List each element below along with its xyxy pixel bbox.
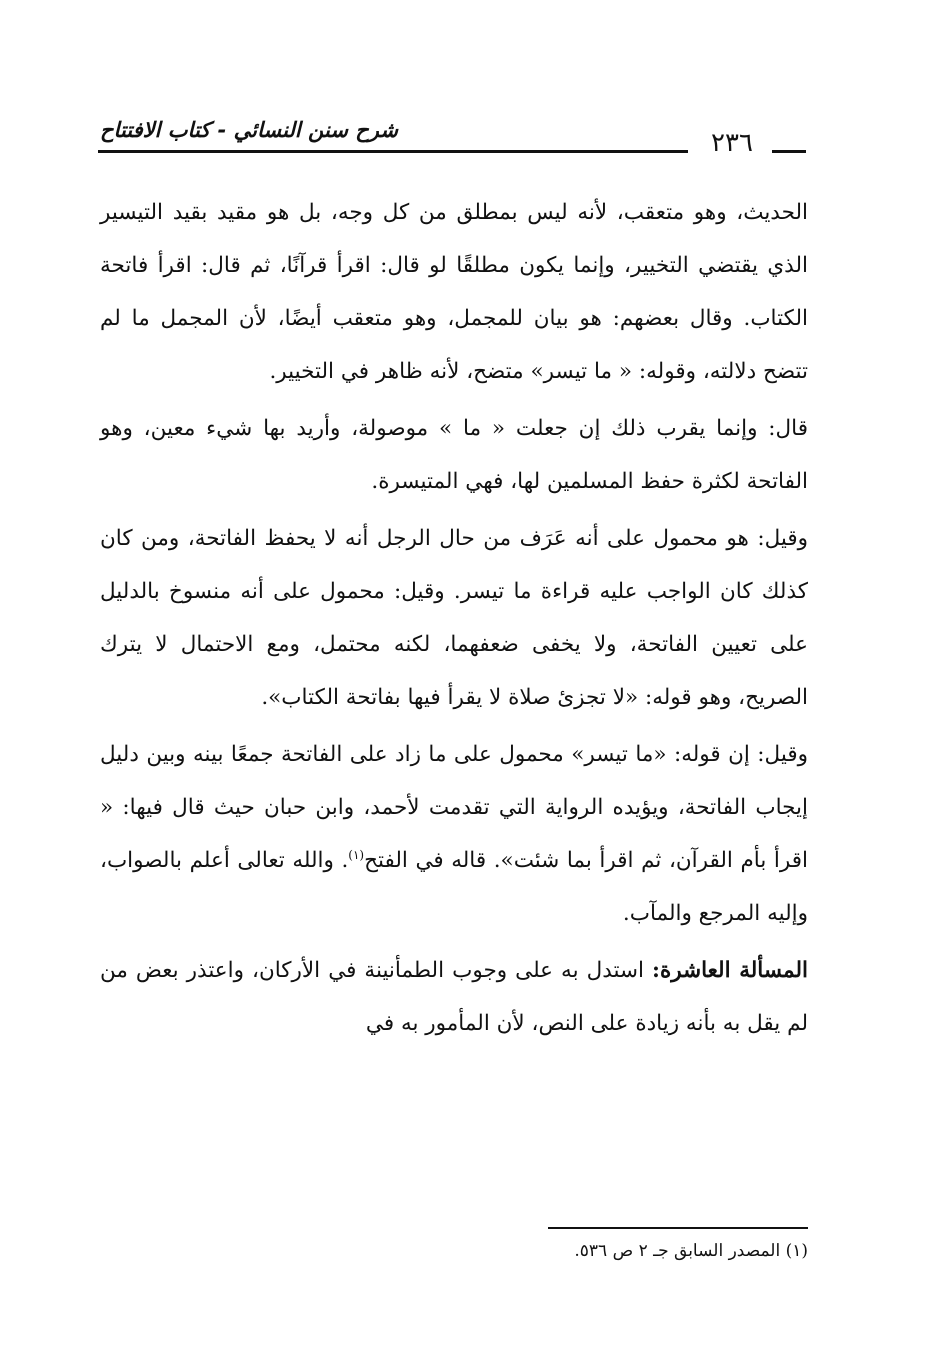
body-text (100, 186, 808, 1050)
paragraph-4 (100, 728, 808, 940)
paragraph-5 (100, 944, 808, 1050)
running-title: شرح سنن النسائي - كتاب الافتتاح (100, 118, 398, 142)
paragraph-4-end: . والله تعالى أعلم بالصواب، وإليه المرجع والمآب. (100, 848, 808, 926)
page-number: ٢٣٦ (711, 128, 753, 158)
paragraph-2: قال: وإنما يقرب ذلك إن جعلت « ما » موصولة، وأريد بها شيء معين، وهو الفاتحة لكثرة حفظ المسلمين لها، فهي المتيسرة. (100, 416, 808, 494)
footnote: (١) المصدر السابق جـ ٢ ص ٥٣٦. (574, 1241, 808, 1261)
paragraph-3: وقيل: هو محمول على أنه عَرَف من حال الرجل أنه لا يحفظ الفاتحة، ومن كان كذلك كان الواجب عليه قراءة ما تيسر. وقيل: محمول على أنه منسوخ بالدليل على تعيين الفاتحة، ولا يخفى ضعفهما، لكنه محتمل، ومع الاحتمال لا يترك الصريح، وهو قوله: «لا تجزئ صلاة لا يقرأ فيها بفاتحة الكتاب». (100, 526, 808, 710)
footnote-rule (548, 1227, 808, 1229)
header-rule (98, 150, 688, 153)
footnote-reference: (١) (348, 847, 365, 862)
paragraph-5-text: استدل به على وجوب الطمأنينة في الأركان، واعتذر بعض من لم يقل به بأنه زيادة على النص، لأن المأمور به في (100, 958, 808, 1036)
paragraph-4-text: وقيل: إن قوله: «ما تيسر» محمول على ما زاد على الفاتحة جمعًا بينه وبين دليل إيجاب الفاتحة، ويؤيده الرواية التي تقدمت لأحمد، وابن حبان حيث قال فيها: « اقرأ بأم القرآن، ثم اقرأ بما شئت». قاله في الفتح (100, 742, 808, 873)
issue-heading: المسألة العاشرة: (652, 958, 808, 983)
page-number-rule (772, 150, 806, 153)
paragraph-1: الحديث، وهو متعقب، لأنه ليس بمطلق من كل وجه، بل هو مقيد بقيد التيسير الذي يقتضي التخيير، وإنما يكون مطلقًا لو قال: اقرأ قرآنًا، ثم قال: اقرأ فاتحة الكتاب. وقال بعضهم: هو بيان للمجمل، وهو متعقب أيضًا، لأن المجمل ما لم تتضح دلالته، وقوله: « ما تيسر» متضح، لأنه ظاهر في التخيير. (100, 200, 808, 384)
